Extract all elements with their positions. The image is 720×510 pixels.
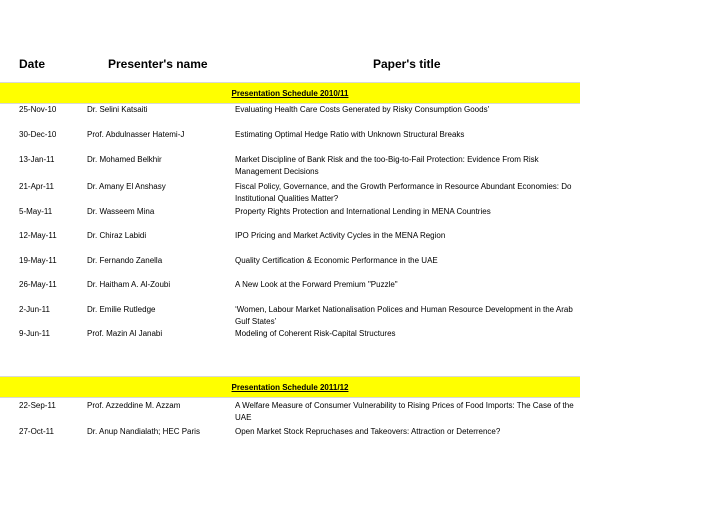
row-title: Quality Certification & Economic Performance in the UAE — [235, 256, 438, 265]
row-title: A Welfare Measure of Consumer Vulnerability to Rising Prices of Food Imports: The Case of the UAE — [235, 401, 574, 422]
row-title: Modeling of Coherent Risk-Capital Structures — [235, 329, 396, 338]
row-title: Evaluating Health Care Costs Generated by Risky Consumption Goods' — [235, 105, 490, 114]
row-presenter: Dr. Haitham A. Al-Zoubi — [87, 280, 171, 289]
schedule-banner-2011-12 — [0, 376, 580, 398]
row-presenter: Dr. Fernando Zanella — [87, 256, 163, 265]
row-presenter: Dr. Anup Nandialath; HEC Paris — [87, 427, 200, 436]
row-title: Property Rights Protection and International Lending in MENA Countries — [235, 207, 491, 216]
row-title: ‘Women, Labour Market Nationalisation Polices and Human Resource Development in the Arab Gulf States’ — [235, 305, 573, 326]
row-date: 5-May-11 — [19, 207, 53, 216]
row-date: 12-May-11 — [19, 231, 57, 240]
row-title: IPO Pricing and Market Activity Cycles in the MENA Region — [235, 231, 446, 240]
row-title: Open Market Stock Repruchases and Takeovers: Attraction or Deterrence? — [235, 427, 501, 436]
row-presenter: Dr. Chiraz Labidi — [87, 231, 147, 240]
row-title: A New Look at the Forward Premium "Puzzle" — [235, 280, 398, 289]
row-presenter: Prof. Abdulnasser Hatemi-J — [87, 130, 185, 139]
row-date: 9-Jun-11 — [19, 329, 50, 338]
row-presenter: Prof. Mazin Al Janabi — [87, 329, 163, 338]
row-date: 13-Jan-11 — [19, 155, 55, 164]
header-date: Date — [19, 57, 46, 71]
row-presenter: Dr. Amany El Anshasy — [87, 182, 166, 191]
row-presenter: Dr. Wasseem Mina — [87, 207, 155, 216]
schedule-banner-2010-11 — [0, 82, 580, 104]
header-paper-title: Paper's title — [373, 57, 441, 71]
schedule-label: Presentation Schedule 2010/11 — [231, 89, 349, 98]
schedule-label: Presentation Schedule 2011/12 — [231, 383, 349, 392]
row-presenter: Dr. Selini Katsaiti — [87, 105, 148, 114]
row-date: 19-May-11 — [19, 256, 57, 265]
row-date: 25-Nov-10 — [19, 105, 57, 114]
row-date: 2-Jun-11 — [19, 305, 50, 314]
row-date: 26-May-11 — [19, 280, 57, 289]
header-presenter: Presenter's name — [108, 57, 208, 71]
row-date: 30-Dec-10 — [19, 130, 57, 139]
row-date: 27-Oct-11 — [19, 427, 54, 436]
row-date: 21-Apr-11 — [19, 182, 54, 191]
row-title: Market Discipline of Bank Risk and the too-Big-to-Fail Protection: Evidence From Risk Management Decisions — [235, 155, 539, 176]
row-date: 22-Sep-11 — [19, 401, 56, 410]
row-title: Fiscal Policy, Governance, and the Growth Performance in Resource Abundant Economies: Do Institutional Qualities Matter? — [235, 182, 572, 203]
row-presenter: Prof. Azzeddine M. Azzam — [87, 401, 181, 410]
row-presenter: Dr. Mohamed Belkhir — [87, 155, 162, 164]
row-presenter: Dr. Emilie Rutledge — [87, 305, 156, 314]
row-title: Estimating Optimal Hedge Ratio with Unknown Structural Breaks — [235, 130, 465, 139]
